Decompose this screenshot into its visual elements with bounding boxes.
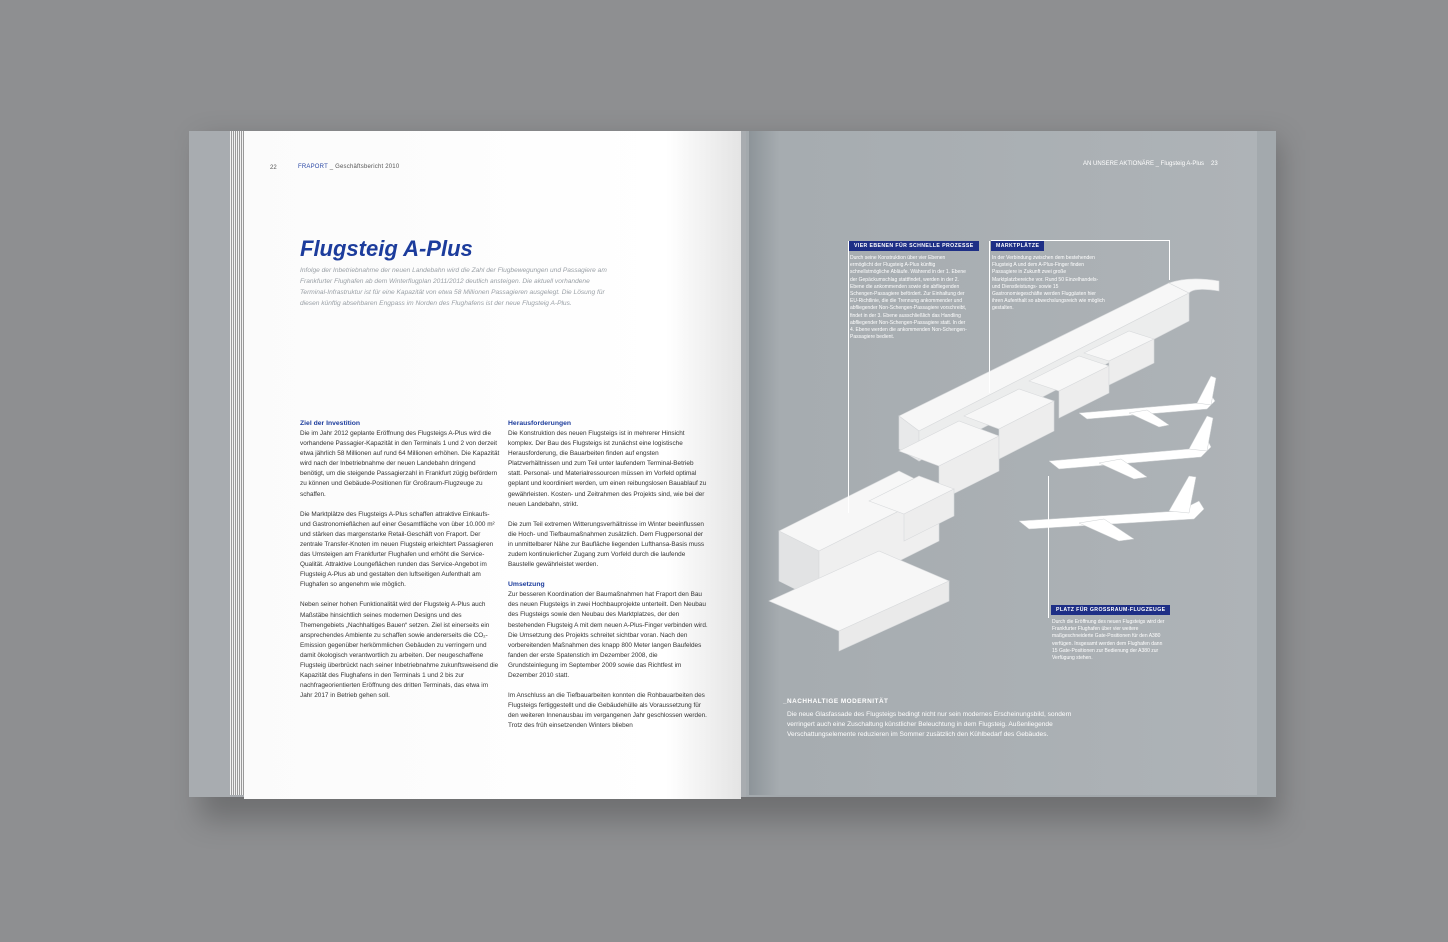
page-title: Flugsteig A-Plus [300, 236, 473, 261]
leader-line [1048, 476, 1049, 618]
left-page [244, 131, 741, 799]
heading-ziel: Ziel der Investition [300, 420, 361, 427]
paragraph: Die Konstruktion des neuen Flugsteigs ist in mehrerer Hinsicht komplex. Der Bau des Flugsteigs ist zunächst eine logistische Herausforderung, die Bauarbeiten finden auf engsten Platzverhältnissen und zum Teil unter laufendem Terminal-Betrieb statt. Personal- und Materialressourcen müssen im Vorfeld optimal geplant und koordiniert werden, um einen reibungslosen Bauablauf zu gewährleisten. Kosten- und Zeitrahmen des Projekts sind, wie bei der neuen Landebahn, strikt. [508, 430, 707, 508]
running-header-left [298, 164, 399, 170]
sustainability-title: _NACHHALTIGE MODERNITÄT [783, 698, 889, 705]
leader-line [848, 241, 849, 513]
running-header-right: AN UNSERE AKTIONÄRE _ Flugsteig A-Plus [1083, 161, 1205, 167]
annotation-text-marktplaetze: In der Verbindung zwischen dem bestehenden Flugsteig A und dem A-Plus-Finger finden Passagiere in Zukunft zwei große Marktplatzbereiche vor. Rund 50 Einzelhandels- und Dienstleistungs- sowie 15 Gastronomiegeschäfte werden Fluggästen hier ihren Aufenthalt so abwechslungsreich wie möglich gestalten. [992, 255, 1105, 312]
paragraph: Neben seiner hohen Funktionalität wird der Flugsteig A-Plus auch Maßstäbe hinsichtlich seines modernen Designs und des Themengebiets „Nachhaltiges Bauen“ setzen. Ziel ist einerseits ein ansprechendes Ambiente zu schaffen sowie andererseits die CO₂-Emission gegenüber herkömmlichen Gebäuden zu verringern und damit ökologisch verantwortlich zu arbeiten. Der neugeschaffene Flugsteig überbrückt nach seiner Inbetriebnahme zukunftsweisend die Kapazität des Flughafens in den Terminals 1 und 2 bis zur nachfrageorientierten Eröffnung des dritten Terminals, das etwa im Jahr 2017 in Betrieb gehen soll. [300, 601, 499, 700]
paragraph: Zur besseren Koordination der Baumaßnahmen hat Fraport den Bau des neuen Flugsteigs in zwei Hochbauprojekte unterteilt. Den Neubau des Flugsteigs sowie den Neubau des Marktplatzes, der den bestehenden Flugsteig A mit dem neuen A-Plus-Finger verbinden wird. Die Umsetzung des Projekts schreitet sichtbar voran. Nach den vorbereitenden Maßnahmen des knapp 800 Meter langen Baufeldes fanden der erste Spatenstich im Dezember 2008, die Grundsteinlegung im September 2009 sowie das Richtfest im Dezember 2010 statt. [508, 591, 708, 679]
brand-name: FRAPORT [298, 164, 328, 170]
leader-line [989, 241, 990, 393]
paragraph: Im Anschluss an die Tiefbauarbeiten konnten die Rohbauarbeiten des Flugsteigs fertiggestellt und die Gebäudehülle als Voraussetzung für den weiteren Innenausbau im vergangenen Jahr geschlossen werden. Trotz des früh einsetzenden Winters blieben [508, 692, 707, 730]
page-number-left: 22 [270, 165, 277, 171]
paragraph: Die im Jahr 2012 geplante Eröffnung des Flugsteigs A-Plus wird die vorhandene Passagier-Kapazität in den Terminals 1 und 2 von derzeit etwa jährlich 58 Millionen auf rund 64 Millionen erhöhen. Die Kapazität wird nach der Inbetriebnahme der neuen Landebahn dringend benötigt, um die steigende Passagierzahl in Frankfurt zügig befördern zu können und Gebäude-Positionen für Großraum-Flugzeuge zu schaffen. [300, 430, 500, 498]
paragraph: Die zum Teil extremen Witterungsverhältnisse im Winter beeinflussen die Hoch- und Tiefbaumaßnahmen zusätzlich. Dem Flugpersonal der in unmittelbarer Nähe zur Baufläche liegenden Lufthansa-Basis muss zudem kontinuierlicher Zugang zum Vorfeld durch die laufende Baustelle gewährleistet werden. [508, 520, 705, 569]
leader-line [1169, 240, 1170, 280]
terminal-illustration [749, 131, 1257, 795]
text-column-2 [508, 419, 708, 741]
page-number-right: 23 [1211, 161, 1218, 167]
sustainability-text: Die neue Glasfassade des Flugsteigs bedingt nicht nur sein modernes Erscheinungsbild, sondern verringert auch eine Zuschaltung künstlicher Beleuchtung in dem Flugsteig. Außenliegende Verschattungselemente reduzieren im Sommer zusätzlich den Kühlbedarf des Gebäudes. [787, 711, 1072, 738]
aircraft [1049, 439, 1211, 469]
annotation-text-ebenen: Durch seine Konstruktion über vier Ebenen ermöglicht der Flugsteig A-Plus künftig schnellstmögliche Abläufe. Während in der 1. Ebene der Gepäckumschlag stattfindet, werden in der 2. Ebene die ankommenden sowie die abfliegenden Schengen-Passagiere befördert. Zur Einhaltung der EU-Richtlinie, die die Trennung ankommender und abfliegender Non-Schengen-Passagiere vorschreibt, findet in der 3. Ebene ausschließlich das Handling abfliegender Non-Schengen-Passagiere statt. In der 4. Ebene werden die ankommenden Non-Schengen-Passagiere bedient. [850, 255, 967, 341]
annotation-text-grossraum: Durch die Eröffnung des neuen Flugsteigs wird der Frankfurter Flughafen über vier weitere maßgeschneiderte Gate-Positionen für den A380 verfügen. Insgesamt werden dem Flughafen dann 15 Gate-Positionen zur Bedienung der A380 zur Verfügung stehen. [1052, 619, 1165, 662]
annotation-title-marktplaetze: MARKTPLÄTZE [991, 241, 1044, 251]
annotation-title-grossraum: PLATZ FÜR GROSSRAUM-FLUGZEUGE [1051, 605, 1170, 615]
leader-line [991, 240, 1169, 241]
text-column-1 [300, 419, 500, 711]
heading-umsetzung: Umsetzung [508, 581, 545, 589]
annotation-title-ebenen: VIER EBENEN FÜR SCHNELLE PROZESSE [849, 241, 979, 251]
page-stack [230, 131, 244, 795]
intro-text: Infolge der Inbetriebnahme der neuen Landebahn wird die Zahl der Flugbewegungen und Passagiere am Frankfurter Flughafen ab dem Winterflugplan 2011/2012 deutlich ansteigen. Die aktuell vorhandene Terminal-Infrastruktur ist für eine Kapazität von etwa 58 Millionen Passagieren ausgelegt. Die Lösung für diesen künftig absehbaren Engpass im Norden des Flughafens ist der neue Flugsteig A-Plus. [300, 267, 607, 307]
right-page [749, 131, 1257, 795]
paragraph: Die Marktplätze des Flugsteigs A-Plus schaffen attraktive Einkaufs- und Gastronomieflächen auf einer Gesamtfläche von über 10.000 m² und stärken das margenstarke Retail-Geschäft von Fraport. Der zentrale Transfer-Knoten im neuen Flugsteig erleichtert Passagieren das Umsteigen am Frankfurter Flughafen und erhöht die Service-Qualität. Attraktive Loungeflächen runden das Service-Angebot im Flugsteig A-Plus ab und gestalten den luftseitigen Aufenthalt am Flughafen so angenehm wie möglich. [300, 510, 495, 589]
report-name: _ Geschäftsbericht 2010 [329, 164, 400, 170]
heading-herausforderungen: Herausforderungen [508, 420, 572, 427]
